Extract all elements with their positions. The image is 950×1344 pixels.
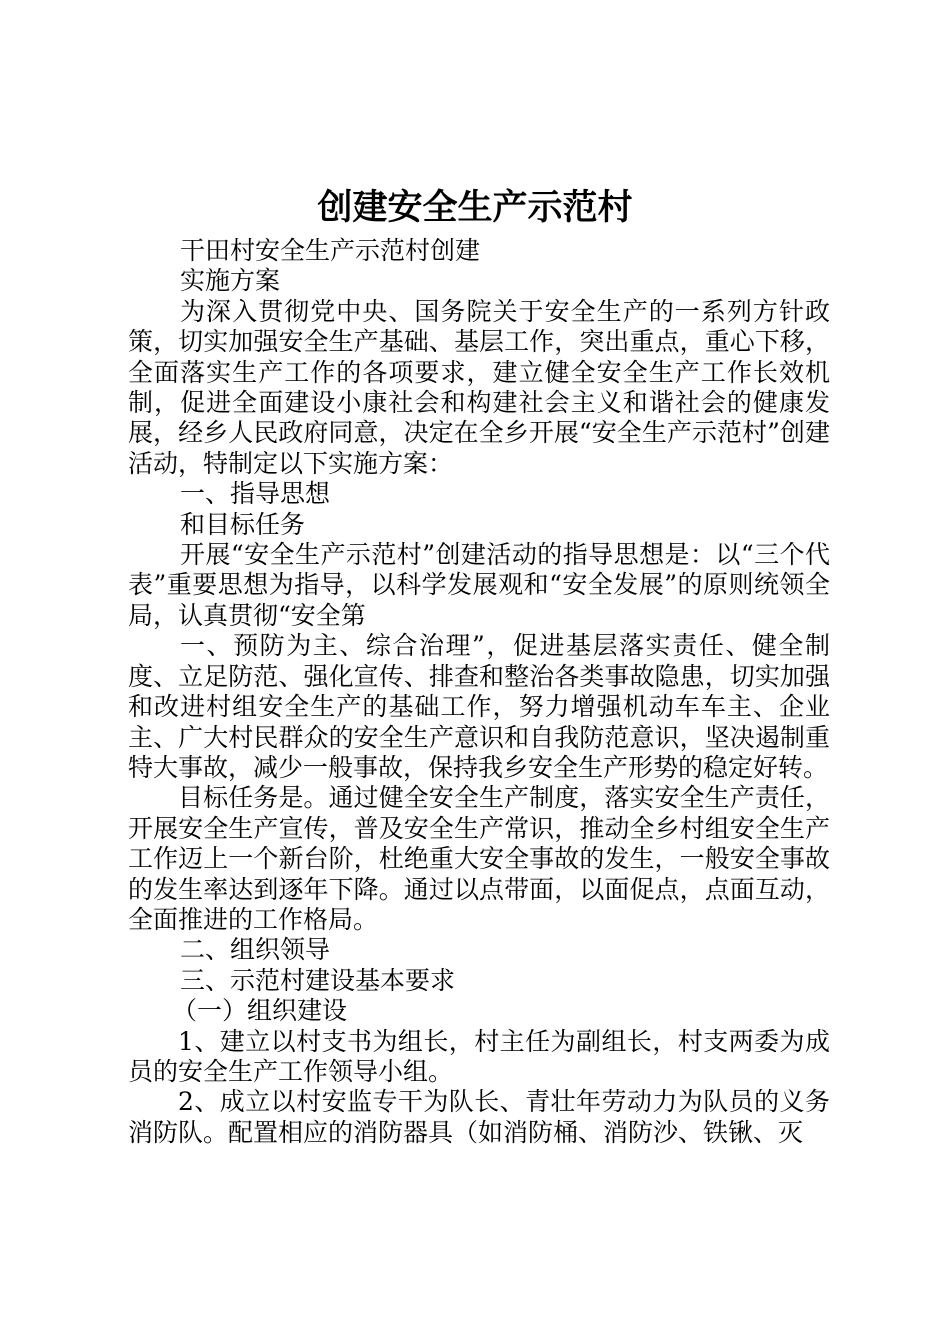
paragraph-intro: 为深入贯彻党中央、国务院关于安全生产的一系列方针政策，切实加强安全生产基础、基层工作，突出重点，重心下移，全面落实生产工作的各项要求，建立健全安全生产工作长效机制，促进全面建设小康社会和构建社会主义和谐社会的健康发展，经乡人民政府同意，决定在全乡开展“安全生产示范村”创建活动，特制定以下实施方案： [128,296,830,478]
paragraph-goal-tasks: 目标任务是。通过健全安全生产制度，落实安全生产责任，开展安全生产宣传，普及安全生产常识，推动全乡村组安全生产工作迈上一个新台阶，杜绝重大安全事故的发生，一般安全事故的发生率达到逐年下降。通过以点带面，以面促点，点面互动，全面推进的工作格局。 [128,783,830,934]
section-heading-guiding-thought: 一、指导思想 [180,479,331,509]
section-heading-requirements: 三、示范村建设基本要求 [180,965,456,995]
paragraph-plan-subheading: 实施方案 [180,266,281,296]
document-title: 创建安全生产示范村 [317,188,633,228]
paragraph-guiding-thought: 开展“安全生产示范村”创建活动的指导思想是：以“三个代表”重要思想为指导，以科学发展观和“安全发展”的原则统领全局，认真贯彻“安全第 [128,540,830,630]
document-body [128,236,830,1148]
section-heading-goals: 和目标任务 [180,509,306,539]
list-item-fire-brigade: 2、成立以村安监专干为队长、青壮年劳动力为队员的义务消防队。配置相应的消防器具（如消防桶、消防沙、铁锹、灭 [128,1087,830,1147]
paragraph-prevention: 一、预防为主、综合治理”，促进基层落实责任、健全制度、立足防范、强化宣传、排查和整治各类事故隐患，切实加强和改进村组安全生产的基础工作，努力增强机动车车主、企业主、广大村民群众的安全生产意识和自我防范意识，坚决遏制重特大事故，减少一般事故，保持我乡安全生产形势的稳定好转。 [128,631,830,782]
section-heading-organization: 二、组织领导 [180,935,331,965]
paragraph-village-plan-heading: 干田村安全生产示范村创建 [180,236,481,265]
list-item-leadership-group: 1、建立以村支书为组长，村主任为副组长，村支两委为成员的安全生产工作领导小组。 [128,1026,830,1086]
subsection-heading-org-building: （一）组织建设 [172,996,348,1026]
